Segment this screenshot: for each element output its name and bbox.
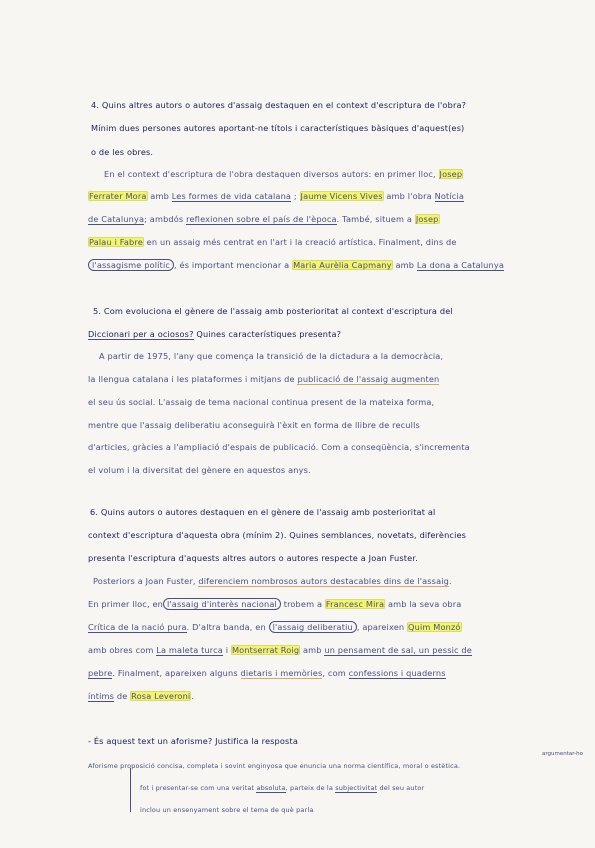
text: . [449,576,452,586]
text: Quines característiques presenta? [196,329,342,339]
text: amb [302,645,322,655]
highlight-author: Quim Monzó [408,622,461,632]
underlined-title: íntims [88,691,115,701]
q4-answer-line-3 [88,213,440,225]
q4-line-1: 4. Quins altres autors o autores d'assaig destaquen en el context d'escriptura de l'obra? [91,100,467,110]
highlight-author: Montserrat Roig [231,645,300,655]
underlined-title: La dona a Catalunya [416,260,505,270]
underlined-phrase: dietaris i memòries [240,668,323,678]
text: amb obres com [88,645,154,655]
underlined-phrase: diferenciem nombrosos autors destacables dins de l'assaig [198,576,450,586]
q6-answer-line-1 [93,575,452,587]
text: ; ambdós [144,214,184,224]
q5-line-1: 5. Com evoluciona el gènere de l'assaig amb posterioritat al context d'escriptura del [93,306,453,316]
text: fot i presentar-se com una veritat [140,784,255,792]
q7-line-1: - És aquest text un aforisme? Justifica la resposta [88,736,299,746]
q4-line-2: Mínim dues persones autores aportant-ne títols i característiques bàsiques d'aquest(es) [91,123,465,133]
q6-answer-line-6 [88,690,194,702]
text: del seu autor [379,784,425,792]
q6-line-1: 6. Quins autors o autores destaquen en el gènere de l'assaig amb posterioritat al [90,507,436,517]
q4-answer-line-2 [88,190,464,202]
underlined-word: absoluta [256,784,286,792]
underlined-title: Crítica de la nació pura [88,622,187,632]
q4-answer-line-4 [88,236,457,248]
q5-answer-line-1: A partir de 1975, l'any que comença la transició de la dictadura a la democràcia, [99,351,444,361]
highlight-author: Josep [439,169,463,179]
text: . [191,691,195,701]
text: proposició concisa, completa i sovint enginyosa que enuncia una norma científica, moral o estètica. [120,762,461,770]
q7-line-3 [140,782,424,794]
underlined-title: un pensament de sal, un pessic de [324,645,472,655]
q6-answer-line-5 [88,667,446,679]
text: i [225,645,229,655]
bracket-arrow [130,768,131,812]
q4-answer-line-1 [104,168,463,180]
text: , parteix de la [285,784,334,792]
text: amb [395,260,415,270]
underlined-phrase: reflexionen sobre el país de l'època [186,214,337,224]
text: trobem a [283,599,323,609]
underlined-title: confessions i quaderns [348,668,446,678]
q5-answer-line-6: el volum i la diversitat del gènere en aquestos anys. [88,465,311,475]
underlined-phrase: publicació de l'assaig augmenten [297,374,440,384]
underlined-title: La maleta turca [156,645,223,655]
text: Posteriors a Joan Fuster, [93,576,196,586]
q5-line-2 [88,328,341,340]
text: de [116,691,128,701]
q5-answer-line-4: mentre que l'assaig deliberatiu aconseguirà l'èxit en forma de llibre de reculls [88,420,420,430]
circled-phrase: l'assagisme polític [88,259,174,271]
underlined-title: pebre [88,668,113,678]
underlined-title: Les formes de vida catalana [171,191,292,201]
text: en un assaig més centrat en l'art i la creació artística. Finalment, dins de [146,237,457,247]
highlight-author: Maria Aurèlia Capmany [293,260,392,270]
text: En primer lloc, en [88,599,163,609]
underlined-title: de Catalunya [88,214,145,224]
q6-line-3: presenta l'escriptura d'aquests altres autors o autores respecte a Joan Fuster. [88,553,418,563]
q6-answer-line-2 [88,598,461,610]
q4-answer-line-5 [88,259,504,271]
text: la llengua catalana i les plataformes i mitjans de [88,374,295,384]
text: , com [322,668,346,678]
text: ; [293,191,297,201]
text: Aforisme [88,762,118,770]
highlight-author: Ferrater Mora [89,191,147,201]
text: . Finalment, apareixen alguns [112,668,238,678]
q6-answer-line-3 [88,621,462,633]
highlight-author: Jaume Vicens Vives [300,191,383,201]
q6-answer-line-4 [88,644,472,656]
q7-line-2 [88,760,460,772]
q7-line-4: inclou un ensenyament sobre el tema de què parla [140,806,314,814]
underlined-title: Notícia [434,191,465,201]
q5-answer-line-2 [88,373,439,385]
text: , és important mencionar a [174,260,290,270]
highlight-author: Palau i Fabre [89,237,143,247]
q6-line-2: context d'escriptura d'aquesta obra (mínim 2). Quines semblances, novetats, diferències [88,530,467,540]
side-note: argumentar-ho [541,751,583,757]
text: . També, situem a [336,214,413,224]
text: , apareixen [356,622,405,632]
text: En el context d'escriptura de l'obra destaquen diversos autors: en primer lloc, [104,169,436,179]
text: amb [150,191,169,201]
text: amb la seva obra [387,599,462,609]
circled-phrase: l'assaig deliberatiu [269,621,357,633]
circled-phrase: l'assaig d'interès nacional [163,598,281,610]
highlight-author: Josep [415,214,439,224]
q4-line-3: o de les obres. [91,147,154,157]
underlined-word: subjectivitat [335,784,378,792]
highlight-author: Rosa Leveroni [131,691,191,701]
text: amb l'obra [386,191,432,201]
q5-answer-line-5: d'articles, gràcies a l'ampliació d'espais de publicació. Com a conseqüència, s'incrementa [88,442,470,452]
text: . D'altra banda, en [186,622,266,632]
underlined-title: Diccionari per a ociosos? [88,329,194,339]
highlight-author: Francesc Mira [325,599,385,609]
q5-answer-line-3: el seu ús social. L'assaig de tema nacional continua present de la mateixa forma, [88,397,435,407]
